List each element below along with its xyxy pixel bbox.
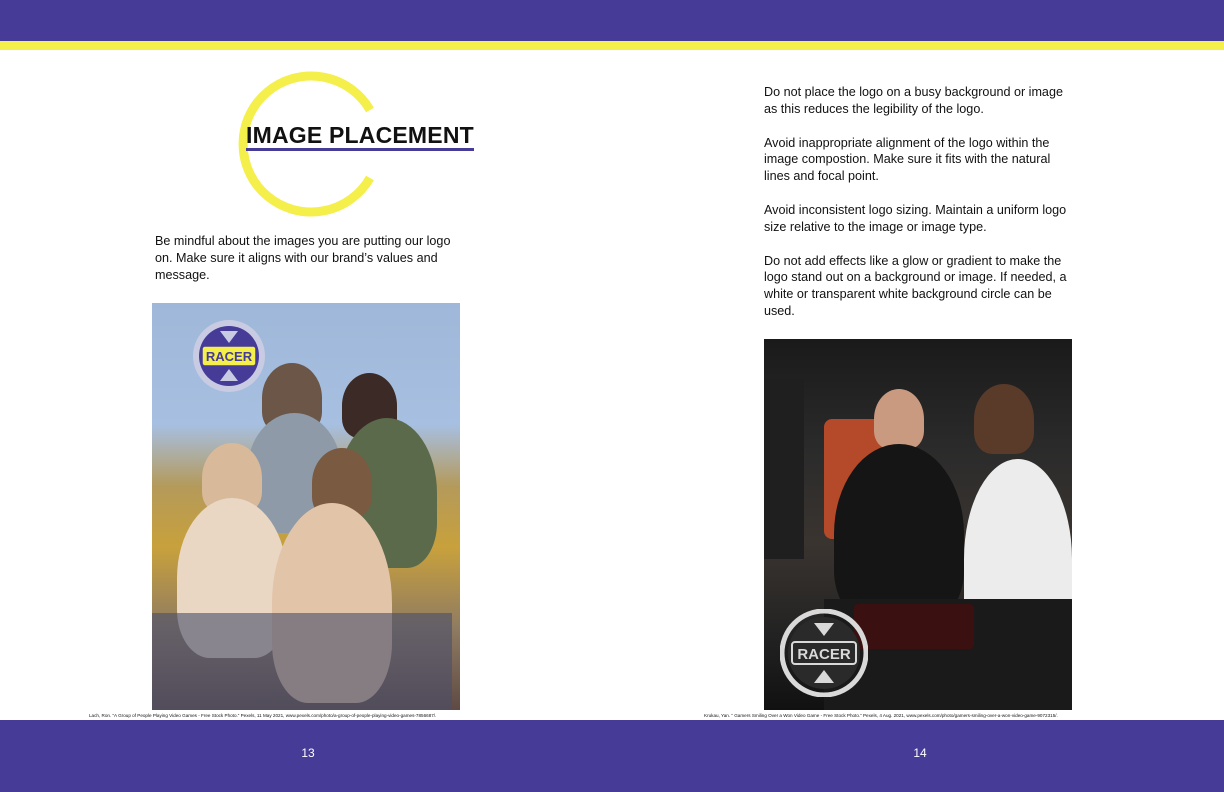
guidelines-text xyxy=(764,84,1076,337)
racer-logo-icon xyxy=(780,609,868,697)
gaming-friends-photo xyxy=(152,303,460,710)
gamers-celebrating-photo xyxy=(764,339,1072,710)
photo-credit-left: Lach, Ron. “A Group of People Playing Video Games - Free Stock Photo.” Pexels, 11 May 2021, www.pexels.com/photo/a-group-of-people-playing-video-games-7856687/. xyxy=(89,713,437,718)
page-number-left: 13 xyxy=(301,746,315,760)
bottom-banner xyxy=(0,720,1224,792)
guideline-alignment: Avoid inappropriate alignment of the logo within the image compostion. Make sure it fits with the natural lines and focal point. xyxy=(764,135,1051,184)
top-accent-stripe xyxy=(0,41,1224,50)
guideline-effects: Do not add effects like a glow or gradient to make the logo stand out on a background or image. If needed, a white or transparent white background circle can be used. xyxy=(764,253,1067,318)
racer-logo-text: RACER xyxy=(205,349,253,364)
top-banner xyxy=(0,0,1224,41)
page-title: IMAGE PLACEMENT xyxy=(246,122,474,151)
guideline-busy-background: Do not place the logo on a busy background or image as this reduces the legibility of the logo. xyxy=(764,85,1063,116)
page-number-right: 14 xyxy=(913,746,927,760)
racer-logo-icon xyxy=(192,319,266,393)
photo-credit-right: Krukau, Yan. “ Gamers Smiling Over a Won Video Game - Free Stock Photo.” Pexels, 4 Aug. 2021, www.pexels.com/photo/gamers-smiling-over-a-won-video-game-9072315/. xyxy=(704,713,1058,718)
intro-paragraph: Be mindful about the images you are putting our logo on. Make sure it aligns with our brand’s values and message. xyxy=(155,234,451,282)
guideline-sizing: Avoid inconsistent logo sizing. Maintain a uniform logo size relative to the image or image type. xyxy=(764,202,1067,234)
racer-logo-text: RACER xyxy=(797,646,851,663)
